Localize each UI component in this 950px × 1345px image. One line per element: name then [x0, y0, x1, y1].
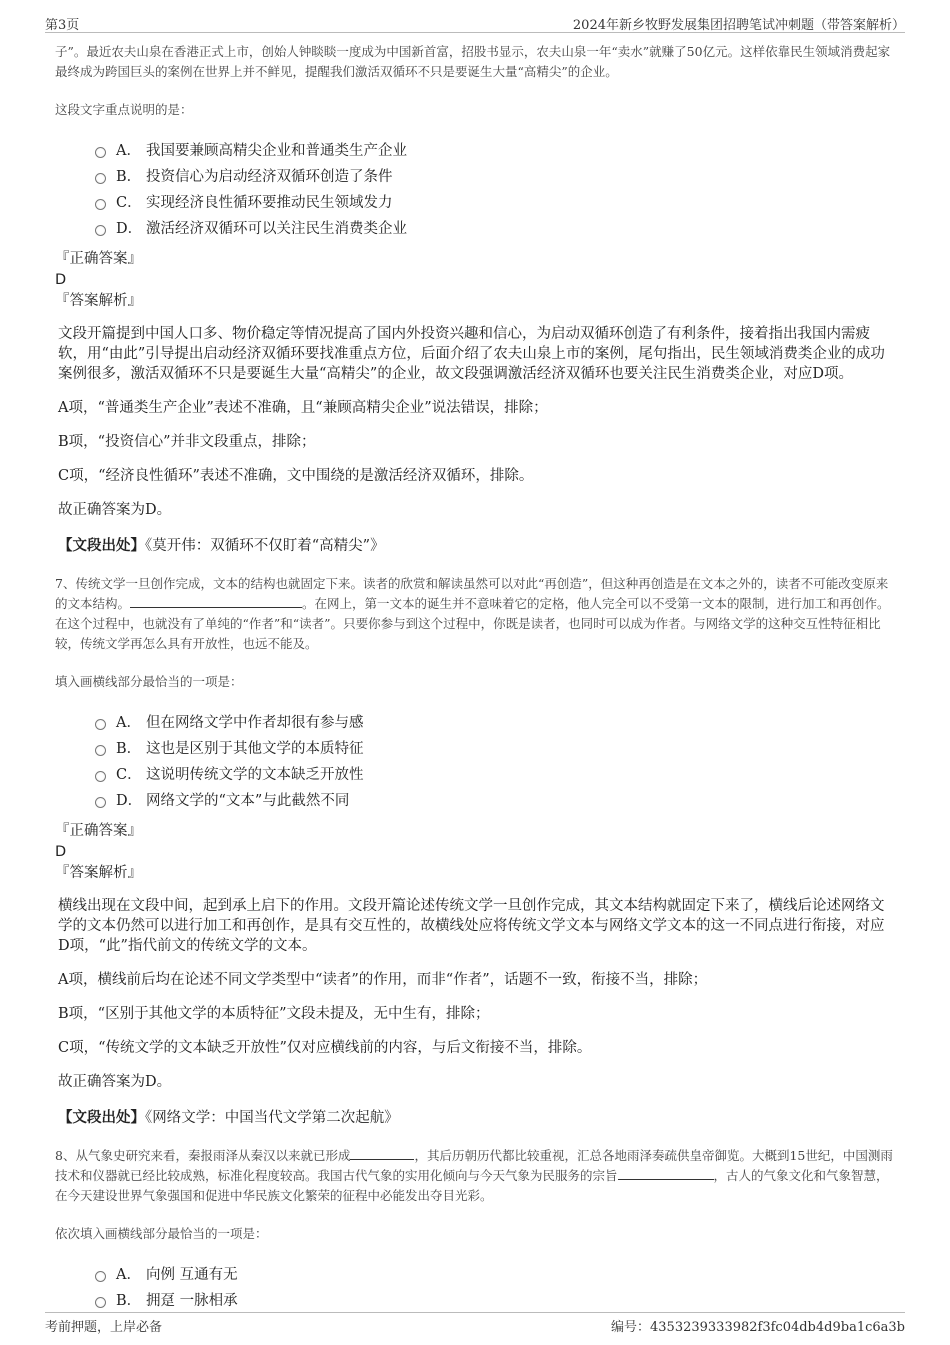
page-footer [45, 1312, 905, 1335]
q6-passage-tail: 子”。最近农夫山泉在香港正式上市，创始人钟睒睒一度成为中国新首富，招股书显示，农夫山泉一年“卖水”就赚了50亿元。这样依靠民生领域消费起家最终成为跨国巨头的案例在世界上并不鲜见，提醒我们激活双循环不只是要诞生大量“高精尖”的企业。 [55, 44, 891, 79]
q6-option-a[interactable]: A． 我国要兼顾高精尖企业和普通类生产企业 [95, 138, 895, 164]
q8-options [95, 1262, 895, 1314]
radio-icon[interactable] [95, 1297, 106, 1308]
q7-source: 【文段出处】《网络文学：中国当代文学第二次起航》 [58, 1109, 399, 1126]
q6-option-d[interactable]: D． 激活经济双循环可以关注民生消费类企业 [95, 216, 895, 242]
option-text: 拥趸 一脉相承 [146, 1293, 238, 1309]
option-text: 网络文学的“文本”与此截然不同 [146, 793, 350, 809]
q7-analysis-line: C项，“传统文学的文本缺乏开放性”仅对应横线前的内容，与后文衔接不当，排除。 [58, 1040, 592, 1056]
q6-option-b[interactable]: B． 投资信心为启动经济双循环创造了条件 [95, 164, 895, 190]
q6-analysis: 文段开篇提到中国人口多、物价稳定等情况提高了国内外投资兴趣和信心，为启动双循环创造了有利条件，接着指出我国内需疲软，用“由此”引导提出启动经济双循环要找准重点方位，后面介绍了农夫山泉上市的案例，尾句指出，民生领域消费类企业的成功案例很多，激活双循环不只是要诞生大量“高精尖”的企业，故文段强调激活经济双循环也要关注民生消费类企业，对应D项。 [58, 326, 885, 382]
fill-blank [350, 1147, 414, 1160]
option-text: 投资信心为启动经济双循环创造了条件 [146, 169, 393, 185]
q8-option-b[interactable]: B． 拥趸 一脉相承 [95, 1288, 895, 1314]
q6-option-c[interactable]: C． 实现经济良性循环要推动民生领域发力 [95, 190, 895, 216]
q6-answer-label: 『正确答案』 [55, 251, 142, 267]
q7-prompt: 填入画横线部分最恰当的一项是： [55, 674, 243, 689]
q6-prompt: 这段文字重点说明的是： [55, 102, 193, 117]
q6-analysis-line: C项，“经济良性循环”表述不准确，文中围绕的是激活经济双循环，排除。 [58, 468, 534, 484]
q7-analysis-line: B项，“区别于其他文学的本质特征”文段未提及，无中生有，排除； [58, 1006, 490, 1022]
q6-options [95, 138, 895, 242]
radio-icon[interactable] [95, 771, 106, 782]
radio-icon[interactable] [95, 173, 106, 184]
q7-answer: D [55, 844, 67, 860]
q8-prompt: 依次填入画横线部分最恰当的一项是： [55, 1226, 268, 1241]
document-title: 2024年新乡牧野发展集团招聘笔试冲刺题（带答案解析） [572, 18, 905, 33]
q7-option-c[interactable]: C． 这说明传统文学的文本缺乏开放性 [95, 762, 895, 788]
option-text: 但在网络文学中作者却很有参与感 [146, 715, 364, 731]
option-text: 向例 互通有无 [146, 1267, 238, 1283]
page-number: 第3页 [45, 18, 80, 33]
radio-icon[interactable] [95, 147, 106, 158]
q8-passage: 8、从气象史研究来看，秦报雨泽从秦汉以来就已形成 ，其后历朝历代都比较重视，汇总各地雨泽奏疏供皇帝御览。大概到15世纪，中国测雨技术和仪器就已经比较成熟，标准化程度较高。我国古代气象的实用化倾向与今天气象为民服务的宗旨 ，古人的气象文化和气象智慧，在今天建设世界气象强国和促进中华民族文化繁荣的征程中必能发出夺目光彩。 [55, 1148, 893, 1203]
q6-analysis-line: A项，“普通类生产企业”表述不准确，且“兼顾高精尖企业”说法错误，排除； [58, 400, 548, 416]
option-text: 这也是区别于其他文学的本质特征 [146, 741, 364, 757]
q6-source: 【文段出处】《莫开伟：双循环不仅盯着“高精尖”》 [58, 537, 385, 554]
q7-analysis: 横线出现在文段中间，起到承上启下的作用。文段开篇论述传统文学一旦创作完成，其文本结构就固定下来了，横线后论述网络文学的文本仍然可以进行加工和再创作，是具有交互性的，故横线处应将传统文学文本与网络文学文本的这一不同点进行衔接，对应D项，“此”指代前文的传统文学的文本。 [58, 898, 885, 954]
q7-passage: 7、传统文学一旦创作完成，文本的结构也就固定下来。读者的欣赏和解读虽然可以对此“再创造”，但这种再创造是在文本之外的，读者不可能改变原来的文本结构。 。在网上，第一文本的诞生并不意味着它的定格，他人完全可以不受第一文本的限制，进行加工和再创作。在这个过程中，也就没有了单纯的“作者”和“读者”。只要你参与到这个过程中，你既是读者，也同时可以成为作者。与网络文学的这种交互性特征相比较，传统文学再怎么具有开放性，也远不能及。 [55, 576, 890, 651]
radio-icon[interactable] [95, 797, 106, 808]
option-text: 实现经济良性循环要推动民生领域发力 [146, 195, 393, 211]
radio-icon[interactable] [95, 745, 106, 756]
radio-icon[interactable] [95, 199, 106, 210]
radio-icon[interactable] [95, 225, 106, 236]
document-body [55, 42, 895, 1314]
document-id: 编号：4353239333982f3fc04db4d9ba1c6a3b [611, 1320, 905, 1335]
q6-analysis-line: 故正确答案为D。 [58, 502, 172, 518]
q7-answer-label: 『正确答案』 [55, 823, 142, 839]
option-text: 这说明传统文学的文本缺乏开放性 [146, 767, 364, 783]
q6-analysis-line: B项，“投资信心”并非文段重点，排除； [58, 434, 316, 450]
q7-analysis-line: 故正确答案为D。 [58, 1074, 172, 1090]
q7-analysis-line: A项，横线前后均在论述不同文学类型中“读者”的作用，而非“作者”，话题不一致，衔接不当，排除； [58, 972, 708, 988]
fill-blank [130, 595, 302, 608]
q6-answer: D [55, 272, 67, 288]
radio-icon[interactable] [95, 719, 106, 730]
q7-option-b[interactable]: B． 这也是区别于其他文学的本质特征 [95, 736, 895, 762]
q7-option-a[interactable]: A． 但在网络文学中作者却很有参与感 [95, 710, 895, 736]
q6-analysis-label: 『答案解析』 [55, 293, 142, 309]
q7-analysis-label: 『答案解析』 [55, 865, 142, 881]
footer-slogan: 考前押题，上岸必备 [45, 1320, 163, 1335]
option-text: 激活经济双循环可以关注民生消费类企业 [146, 221, 407, 237]
page-header [45, 12, 905, 33]
radio-icon[interactable] [95, 1271, 106, 1282]
q7-option-d[interactable]: D． 网络文学的“文本”与此截然不同 [95, 788, 895, 814]
q7-options [95, 710, 895, 814]
q8-option-a[interactable]: A． 向例 互通有无 [95, 1262, 895, 1288]
option-text: 我国要兼顾高精尖企业和普通类生产企业 [146, 143, 407, 159]
fill-blank [618, 1167, 714, 1180]
